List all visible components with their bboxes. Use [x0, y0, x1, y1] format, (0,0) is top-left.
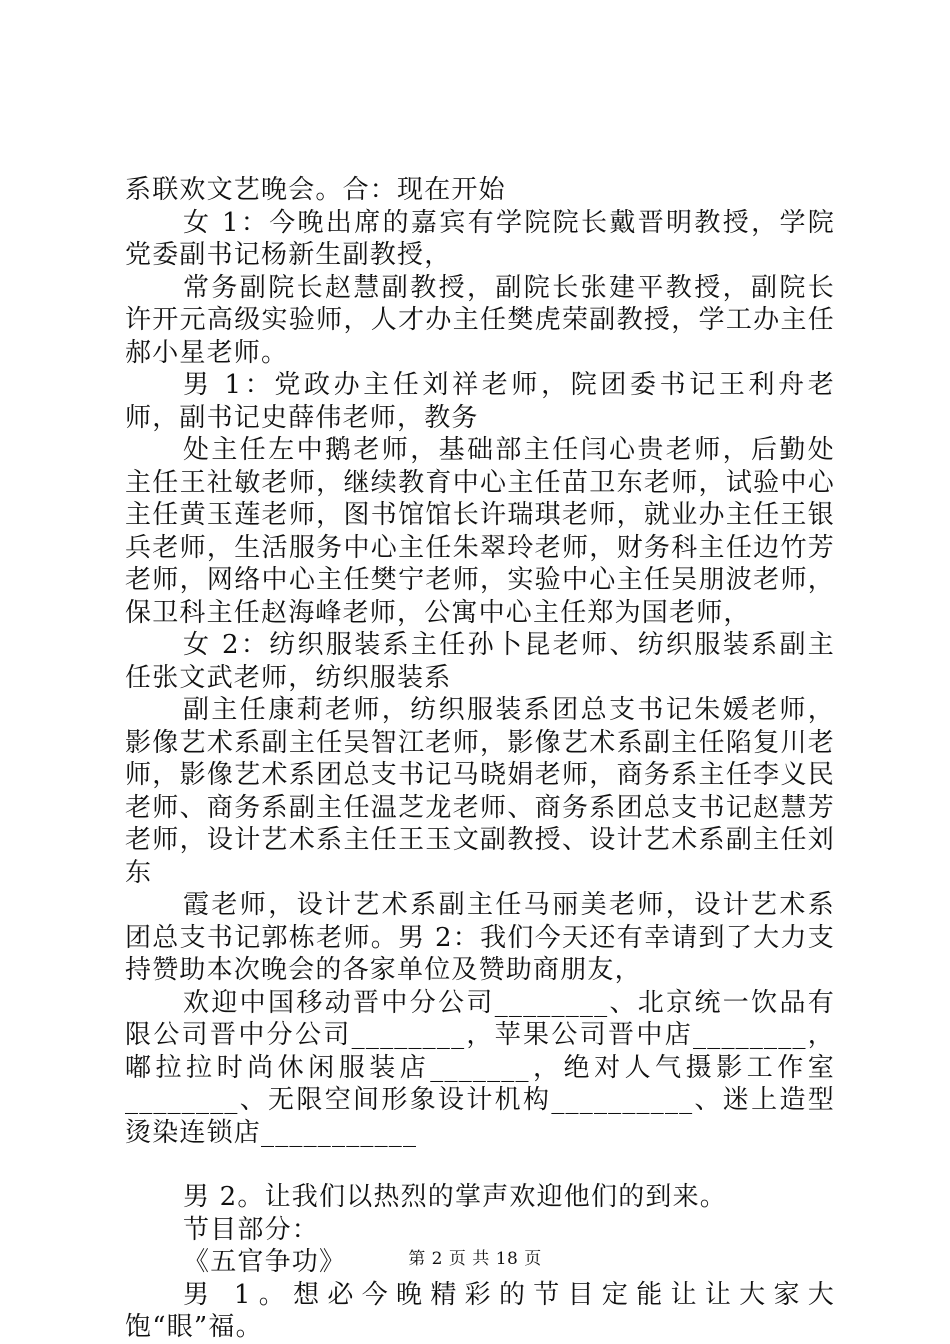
paragraph-sponsor-list: 欢迎中国移动晋中分公司________、北京统一饮品有限公司晋中分公司________，苹果公司晋中店________，嘟拉拉时尚休闲服装店_______，绝对人气摄影工作室________、无限空间形象设计机构__________、迷上造型烫染连锁店___________ — [125, 987, 835, 1148]
paragraph-program-title: 《五官争功》 — [183, 1247, 347, 1277]
page-number-footer: 第 2 页 共 18 页 — [408, 1249, 542, 1269]
paragraph-applause: 男 2。让我们以热烈的掌声欢迎他们的到来。 — [183, 1182, 728, 1212]
paragraph-opening: 系联欢文艺晚会。合：现在开始 — [125, 175, 506, 205]
document-body — [125, 174, 835, 1344]
paragraph-department-staff: 副主任康莉老师，纺织服装系团总支书记朱媛老师，影像艺术系副主任吴智江老师，影像艺术系副主任陷复川老师，影像艺术系团总支书记马晓娟老师，商务系主任李义民老师、商务系副主任温芝龙老师、商务系团总支书记赵慧芳老师，设计艺术系主任王玉文副教授、设计艺术系副主任刘东 — [125, 695, 835, 888]
paragraph-female2-guests: 女 2：纺织服装系主任孙卜昆老师、纺织服装系副主任张文武老师，纺织服装系 — [125, 630, 835, 693]
paragraph-program-heading: 节目部分： — [183, 1214, 320, 1245]
paragraph-department-heads: 处主任左中鹅老师，基础部主任闫心贵老师，后勤处主任王社敏老师，继续教育中心主任苗卫东老师，试验中心主任黄玉莲老师，图书馆馆长许瑞琪老师，就业办主任王银兵老师，生活服务中心主任朱翠玲老师，财务科主任边竹芳老师，网络中心主任樊宁老师，实验中心主任吴朋波老师，保卫科主任赵海峰老师，公寓中心主任郑为国老师， — [125, 435, 835, 628]
paragraph-male1-guests: 男 1：党政办主任刘祥老师，院团委书记王利舟老师，副书记史薛伟老师，教务 — [125, 370, 835, 433]
paragraph-male2-sponsors: 霞老师，设计艺术系副主任马丽美老师，设计艺术系团总支书记郭栋老师。男 2：我们今天还有幸请到了大力支持赞助本次晚会的各家单位及赞助商朋友， — [125, 890, 835, 985]
paragraph-vice-presidents: 常务副院长赵慧副教授，副院长张建平教授，副院长许开元高级实验师，人才办主任樊虎荣副教授，学工办主任郝小星老师。 — [125, 272, 835, 368]
paragraph-female1-guests: 女 1：今晚出席的嘉宾有学院院长戴晋明教授，学院党委副书记杨新生副教授， — [125, 207, 835, 270]
paragraph-male1-intro: 男 1。想必今晚精彩的节目定能让让大家大饱“眼”福。 — [125, 1279, 835, 1342]
